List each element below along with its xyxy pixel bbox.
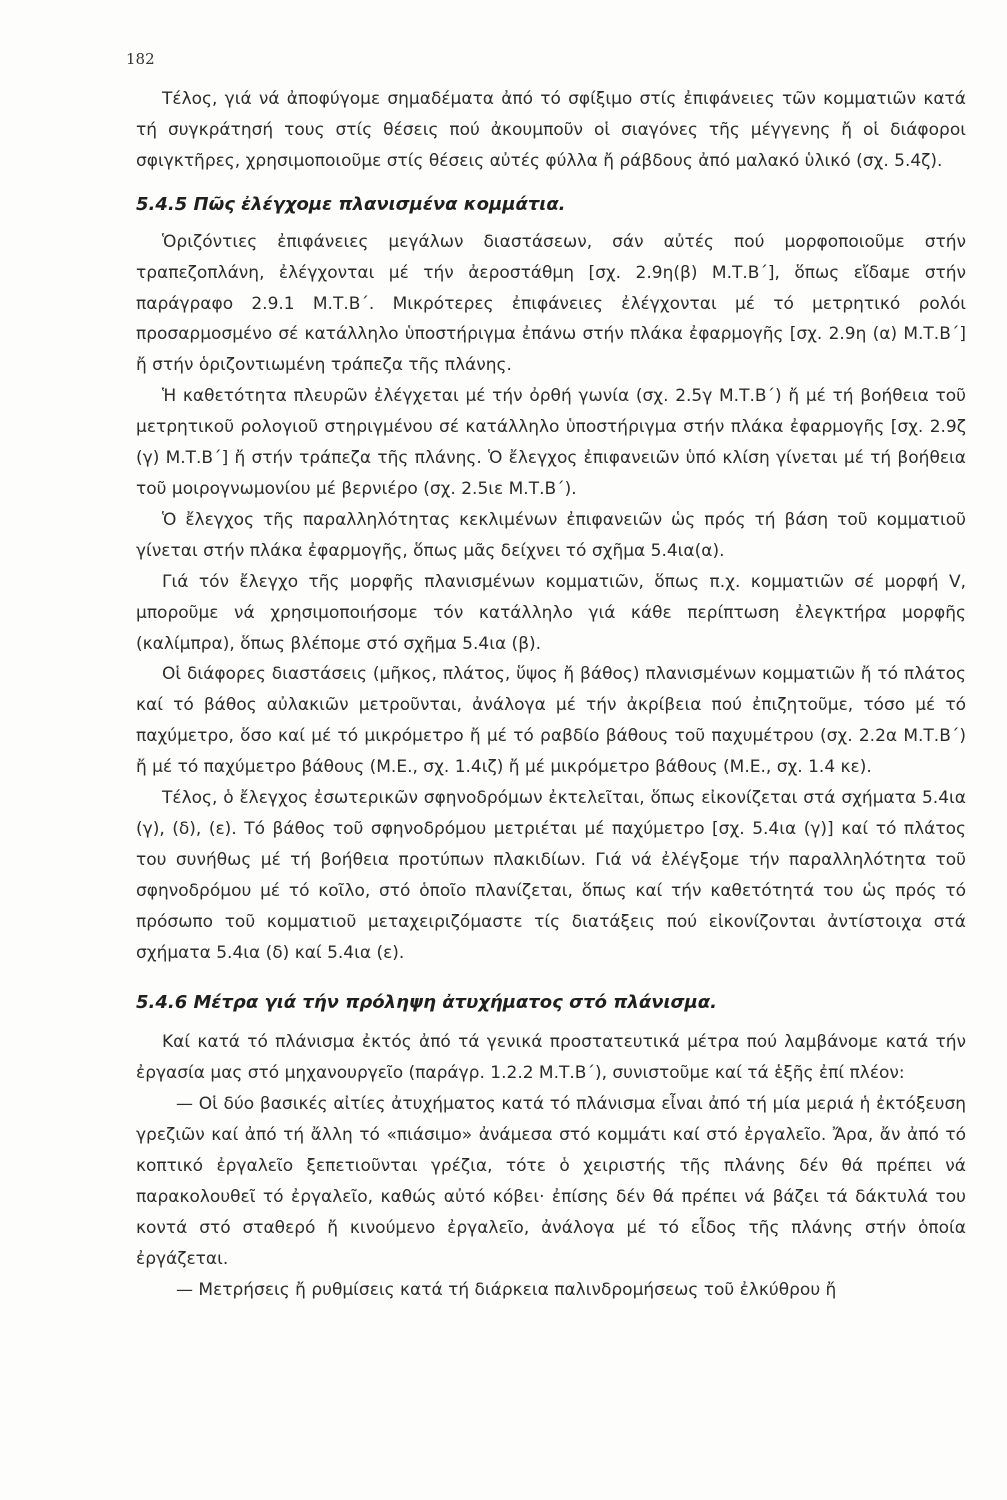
section-heading-5-4-6: 5.4.6 Μέτρα γιά τήν πρόληψη ἀτυχήματος στό πλάνισμα.: [136, 992, 717, 1014]
paragraph: Καί κατά τό πλάνισμα ἐκτός ἀπό τά γενικά προστατευτικά μέτρα πού λαμβάνομε κατά τήν ἐργασία μας στό μηχανουργεῖο (παράγρ. 1.2.2 Μ.Τ.Β΄), συνιστοῦμε καί τά ἑξῆς ἐπί πλέον:: [136, 1032, 966, 1084]
paragraph: Ἡ καθετότητα πλευρῶν ἐλέγχεται μέ τήν ὀρθή γωνία (σχ. 2.5γ Μ.Τ.Β΄) ἤ μέ τή βοήθεια τοῦ μετρητικοῦ ρολογιοῦ στηριγμένου σέ κατάλληλο ὑποστήριγμα στήν πλάκα ἐφαρμογῆς [σχ. 2.9ζ (γ) Μ.Τ.Β΄] ἤ στήν τράπεζα τῆς πλάνης. Ὁ ἔλεγχος ἐπιφανειῶν ὑπό κλίση γίνεται μέ τή βοήθεια τοῦ μοιρογνωμονίου μέ βερνιέρο (σχ. 2.5ιε Μ.Τ.Β΄).: [136, 386, 966, 499]
list-item: — Οἱ δύο βασικές αἰτίες ἀτυχήματος κατά τό πλάνισμα εἶναι ἀπό τή μία μεριά ἡ ἐκτόξευση γρεζιῶν καί ἀπό τή ἄλλη τό «πιάσιμο» ἀνάμεσα στό κομμάτι καί στό ἐργαλεῖο. Ἄρα, ἄν ἀπό τό κοπτικό ἐργαλεῖο ξεπετιοῦνται γρέζια, τότε ὁ χειριστής τῆς πλάνης δέν θά πρέπει νά παρακολουθεῖ τό ἐργαλεῖο, καθώς αὐτό κόβει· ἐπίσης δέν θά πρέπει νά βάζει τά δάκτυλά του κοντά στό σταθερό ἤ κινούμενο ἐργαλεῖο, ἀνάλογα μέ τό εἶδος τῆς πλάνης στήν ὁποία ἐργάζεται.: [136, 1094, 966, 1269]
paragraph: Ὁριζόντιες ἐπιφάνειες μεγάλων διαστάσεων, σάν αὐτές πού μορφοποιοῦμε στήν τραπεζοπλάνη, ἐλέγχονται μέ τήν ἀεροστάθμη [σχ. 2.9η(β) Μ.Τ.Β΄], ὅπως εἴδαμε στήν παράγραφο 2.9.1 Μ.Τ.Β΄. Μικρότερες ἐπιφάνειες ἐλέγχονται μέ τό μετρητικό ρολόι προσαρμοσμένο σέ κατάλληλο ὑποστήριγμα ἐπάνω στήν πλάκα ἐφαρμογῆς [σχ. 2.9η (α) Μ.Τ.Β΄] ἤ στήν ὁριζοντιωμένη τράπεζα τῆς πλάνης.: [136, 231, 966, 376]
intro-paragraph: Τέλος, γιά νά ἀποφύγομε σημαδέματα ἀπό τό σφίξιμο στίς ἐπιφάνειες τῶν κομματιῶν κατά τή συγκράτησή τους στίς θέσεις πού ἀκουμποῦν οἱ σιαγόνες τῆς μέγγενης ἤ οἱ διάφοροι σφιγκτῆρες, χρησιμοποιοῦμε στίς θέσεις αὐτές φύλλα ἤ ράβδους ἀπό μαλακό ὑλικό (σχ. 5.4ζ).: [136, 89, 966, 171]
page-number: 182: [126, 50, 155, 68]
list-item: — Μετρήσεις ἤ ρυθμίσεις κατά τή διάρκεια παλινδρομήσεως τοῦ ἐλκύθρου ἤ: [176, 1279, 837, 1300]
paragraph: Ὁ ἔλεγχος τῆς παραλληλότητας κεκλιμένων ἐπιφανειῶν ὡς πρός τή βάση τοῦ κομματιοῦ γίνεται στήν πλάκα ἐφαρμογῆς, ὅπως μᾶς δείχνει τό σχῆμα 5.4ια(α).: [136, 509, 966, 561]
paragraph: Οἱ διάφορες διαστάσεις (μῆκος, πλάτος, ὕψος ἤ βάθος) πλανισμένων κομματιῶν ἤ τό πλάτος καί τό βάθος αὐλακιῶν μετροῦνται, ἀνάλογα μέ τήν ἀκρίβεια πού ἐπιζητοῦμε, τόσο μέ τό παχύμετρο, ὅσο καί μέ τό μικρόμετρο ἤ μέ τό ραβδίο βάθους τοῦ παχυμέτρου (σχ. 2.2α Μ.Τ.Β΄) ἤ μέ τό παχύμετρο βάθους (Μ.Ε., σχ. 1.4ιζ) ἤ μέ μικρόμετρο βάθους (Μ.Ε., σχ. 1.4 κε).: [136, 664, 966, 778]
paragraph: Τέλος, ὁ ἔλεγχος ἐσωτερικῶν σφηνοδρόμων ἐκτελεῖται, ὅπως εἰκονίζεται στά σχήματα 5.4ια (γ), (δ), (ε). Τό βάθος τοῦ σφηνοδρόμου μετριέται μέ παχύμετρο [σχ. 5.4ια (γ)] καί τό πλάτος του συνήθως μέ τή βοήθεια προτύπων πλακιδίων. Γιά νά ἐλέγξομε τήν παραλληλότητα τοῦ σφηνοδρόμου μέ τό κοῖλο, στό ὁποῖο πλανίζεται, ὅπως καί τήν καθετότητά του ὡς πρός τό πρόσωπο τοῦ κομματιοῦ μεταχειριζόμαστε τίς διατάξεις πού εἰκονίζονται ἀντίστοιχα στά σχήματα 5.4ια (δ) καί 5.4ια (ε).: [136, 788, 966, 963]
page-body: [136, 84, 966, 1306]
paragraph: Γιά τόν ἔλεγχο τῆς μορφῆς πλανισμένων κομματιῶν, ὅπως π.χ. κομματιῶν σέ μορφή V, μποροῦμε νά χρησιμοποιήσομε τόν κατάλληλο γιά κάθε περίπτωση ἐλεγκτήρα μορφῆς (καλίμπρα), ὅπως βλέπομε στό σχῆμα 5.4ια (β).: [136, 571, 966, 654]
section-heading-5-4-5: 5.4.5 Πῶς ἐλέγχομε πλανισμένα κομμάτια.: [136, 193, 566, 215]
